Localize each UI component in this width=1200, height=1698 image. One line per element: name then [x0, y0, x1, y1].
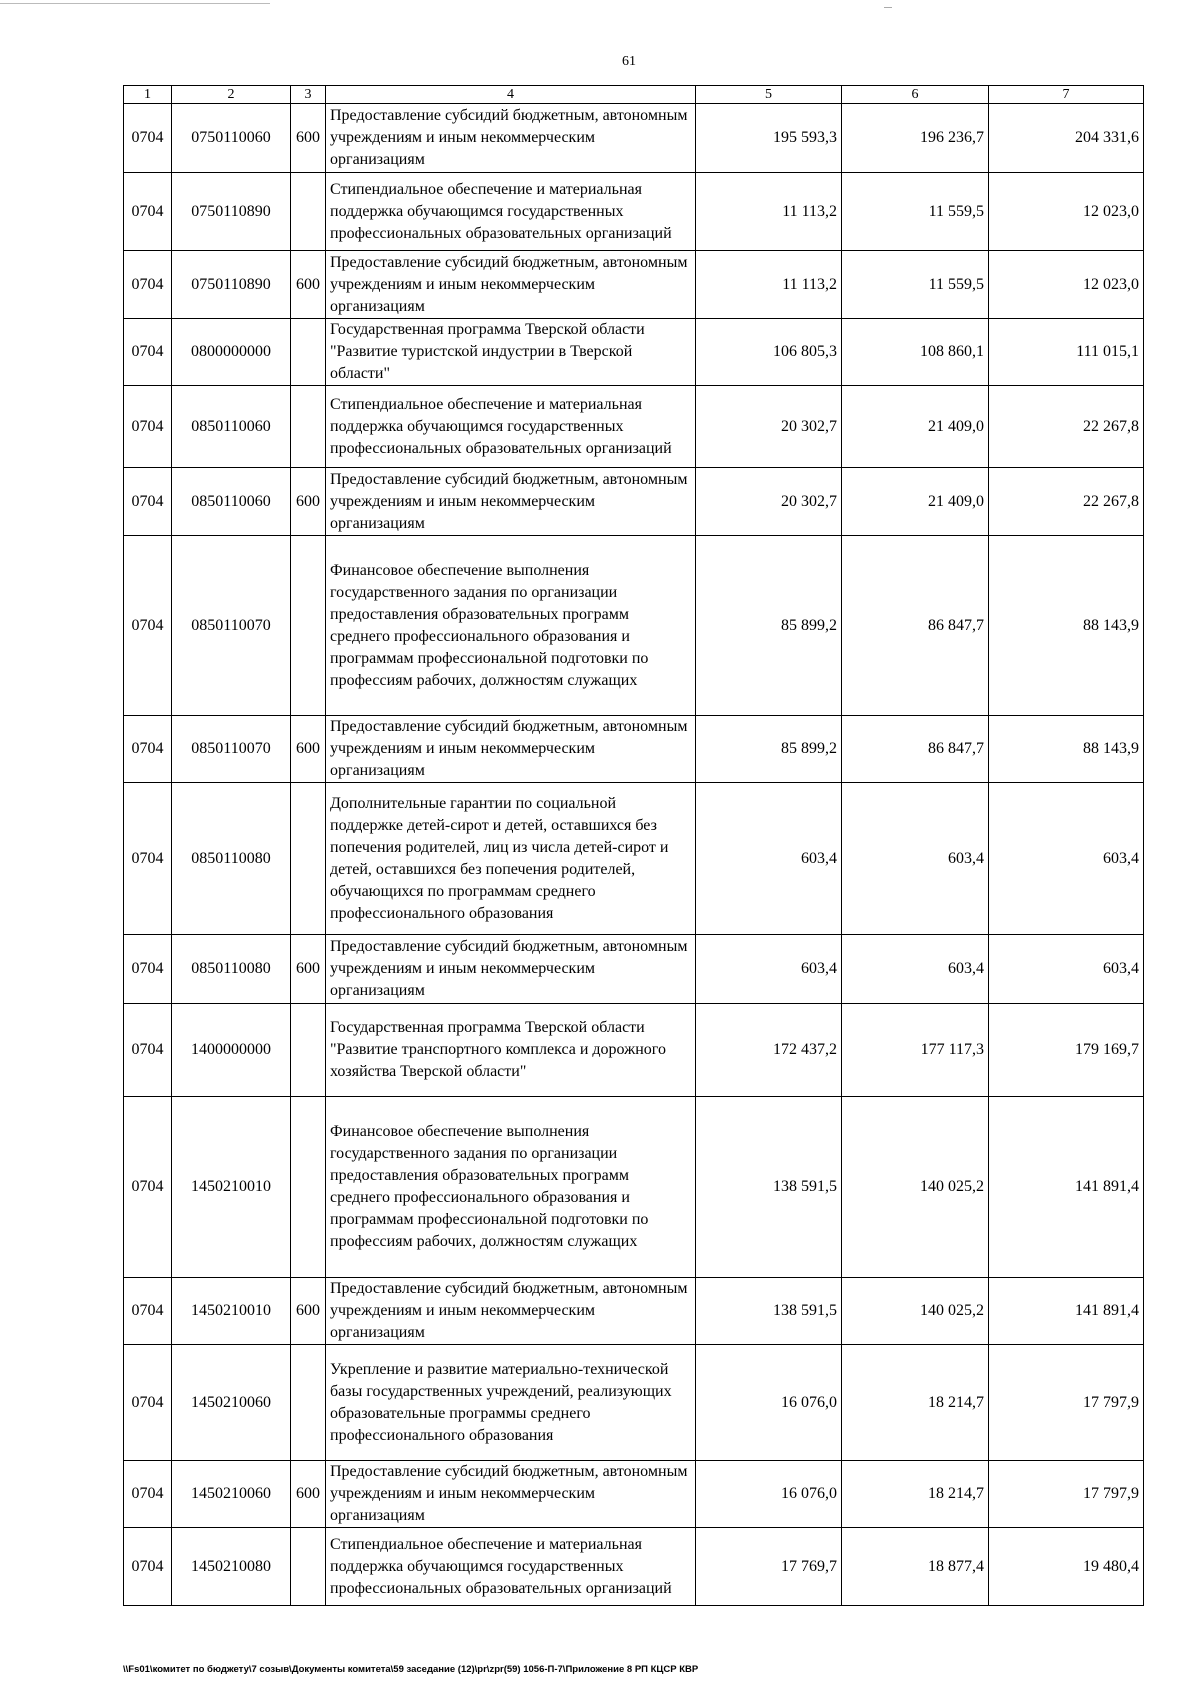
page-number: 61	[622, 54, 636, 69]
cell-amount-year3: 141 891,4	[989, 1278, 1144, 1345]
cell-amount-year2: 140 025,2	[842, 1278, 989, 1345]
cell-amount-year2: 11 559,5	[842, 251, 989, 319]
cell-name: Государственная программа Тверской области "Развитие туристской индустрии в Тверской области"	[326, 319, 696, 386]
cell-name: Государственная программа Тверской области "Развитие транспортного комплекса и дорожного хозяйства Тверской области"	[326, 1004, 696, 1097]
cell-amount-year2: 21 409,0	[842, 386, 989, 468]
cell-expense-kind	[291, 1097, 326, 1278]
cell-section: 0704	[124, 468, 172, 536]
cell-name: Предоставление субсидий бюджетным, автономным учреждениям и иным некоммерческим организациям	[326, 1461, 696, 1528]
cell-target-code: 0850110070	[172, 716, 291, 783]
cell-amount-year3: 179 169,7	[989, 1004, 1144, 1097]
table-row	[124, 1345, 1144, 1461]
cell-target-code: 0850110070	[172, 536, 291, 716]
table-row	[124, 1528, 1144, 1606]
table-row	[124, 1278, 1144, 1345]
cell-amount-year2: 18 877,4	[842, 1528, 989, 1606]
cell-amount-year3: 12 023,0	[989, 173, 1144, 251]
cell-expense-kind: 600	[291, 104, 326, 173]
cell-target-code: 1400000000	[172, 1004, 291, 1097]
cell-target-code: 0850110080	[172, 783, 291, 935]
scan-artifact-dash	[884, 7, 892, 8]
cell-section: 0704	[124, 935, 172, 1004]
header-col-5: 5	[696, 86, 842, 104]
cell-amount-year1: 195 593,3	[696, 104, 842, 173]
cell-amount-year3: 111 015,1	[989, 319, 1144, 386]
cell-expense-kind: 600	[291, 716, 326, 783]
cell-target-code: 0750110890	[172, 173, 291, 251]
cell-target-code: 1450210060	[172, 1461, 291, 1528]
footer-file-path: \\Fs01\комитет по бюджету\7 созыв\Документы комитета\59 заседание (12)\pr\zpr(59) 1056-П-7\Приложение 8 РП КЦСР КВР	[123, 1664, 699, 1675]
cell-name: Финансовое обеспечение выполнения государственного задания по организации предоставления образовательных программ среднего профессионального образования и программам профессиональной подготовки по профессиям рабочих, должностям служащих	[326, 536, 696, 716]
cell-name: Стипендиальное обеспечение и материальная поддержка обучающимся государственных профессиональных образовательных организаций	[326, 1528, 696, 1606]
cell-amount-year1: 20 302,7	[696, 386, 842, 468]
table-row	[124, 319, 1144, 386]
cell-amount-year3: 88 143,9	[989, 536, 1144, 716]
table-row	[124, 251, 1144, 319]
cell-name: Предоставление субсидий бюджетным, автономным учреждениям и иным некоммерческим организациям	[326, 251, 696, 319]
cell-name: Дополнительные гарантии по социальной поддержке детей-сирот и детей, оставшихся без попечения родителей, лиц из числа детей-сирот и детей, оставшихся без попечения родителей, обучающихся по программам среднего профессионального образования	[326, 783, 696, 935]
cell-amount-year1: 11 113,2	[696, 251, 842, 319]
cell-amount-year1: 138 591,5	[696, 1097, 842, 1278]
cell-section: 0704	[124, 1528, 172, 1606]
cell-target-code: 0750110060	[172, 104, 291, 173]
table-row	[124, 536, 1144, 716]
cell-section: 0704	[124, 1345, 172, 1461]
cell-expense-kind	[291, 386, 326, 468]
cell-amount-year2: 86 847,7	[842, 716, 989, 783]
cell-amount-year3: 17 797,9	[989, 1345, 1144, 1461]
cell-expense-kind	[291, 1528, 326, 1606]
cell-amount-year1: 11 113,2	[696, 173, 842, 251]
cell-section: 0704	[124, 1097, 172, 1278]
cell-amount-year2: 177 117,3	[842, 1004, 989, 1097]
cell-expense-kind	[291, 536, 326, 716]
cell-amount-year1: 106 805,3	[696, 319, 842, 386]
budget-table	[123, 85, 1144, 1606]
cell-amount-year2: 603,4	[842, 935, 989, 1004]
cell-amount-year1: 17 769,7	[696, 1528, 842, 1606]
cell-name: Стипендиальное обеспечение и материальная поддержка обучающимся государственных профессиональных образовательных организаций	[326, 386, 696, 468]
cell-section: 0704	[124, 251, 172, 319]
header-col-2: 2	[172, 86, 291, 104]
cell-amount-year3: 22 267,8	[989, 468, 1144, 536]
cell-name: Предоставление субсидий бюджетным, автономным учреждениям и иным некоммерческим организациям	[326, 935, 696, 1004]
cell-name: Финансовое обеспечение выполнения государственного задания по организации предоставления образовательных программ среднего профессионального образования и программам профессиональной подготовки по профессиям рабочих, должностям служащих	[326, 1097, 696, 1278]
cell-target-code: 0850110060	[172, 386, 291, 468]
cell-expense-kind	[291, 1345, 326, 1461]
cell-expense-kind	[291, 319, 326, 386]
cell-section: 0704	[124, 716, 172, 783]
cell-amount-year2: 108 860,1	[842, 319, 989, 386]
table-row	[124, 173, 1144, 251]
cell-amount-year1: 20 302,7	[696, 468, 842, 536]
cell-target-code: 0850110080	[172, 935, 291, 1004]
cell-amount-year3: 17 797,9	[989, 1461, 1144, 1528]
cell-name: Стипендиальное обеспечение и материальная поддержка обучающимся государственных профессиональных образовательных организаций	[326, 173, 696, 251]
cell-amount-year2: 603,4	[842, 783, 989, 935]
table-row	[124, 1461, 1144, 1528]
table-row	[124, 386, 1144, 468]
cell-amount-year3: 603,4	[989, 783, 1144, 935]
cell-target-code: 1450210010	[172, 1278, 291, 1345]
cell-expense-kind: 600	[291, 1461, 326, 1528]
header-row	[124, 86, 1144, 104]
cell-target-code: 1450210010	[172, 1097, 291, 1278]
cell-section: 0704	[124, 783, 172, 935]
table-row	[124, 1004, 1144, 1097]
cell-name: Предоставление субсидий бюджетным, автономным учреждениям и иным некоммерческим организациям	[326, 716, 696, 783]
cell-amount-year3: 12 023,0	[989, 251, 1144, 319]
table-row	[124, 716, 1144, 783]
cell-amount-year1: 138 591,5	[696, 1278, 842, 1345]
cell-section: 0704	[124, 104, 172, 173]
cell-section: 0704	[124, 1004, 172, 1097]
header-col-4: 4	[326, 86, 696, 104]
cell-amount-year3: 22 267,8	[989, 386, 1144, 468]
cell-target-code: 1450210080	[172, 1528, 291, 1606]
cell-amount-year3: 204 331,6	[989, 104, 1144, 173]
cell-amount-year1: 603,4	[696, 783, 842, 935]
cell-section: 0704	[124, 386, 172, 468]
cell-amount-year1: 172 437,2	[696, 1004, 842, 1097]
cell-amount-year2: 21 409,0	[842, 468, 989, 536]
cell-section: 0704	[124, 1278, 172, 1345]
cell-target-code: 0750110890	[172, 251, 291, 319]
cell-expense-kind: 600	[291, 935, 326, 1004]
cell-amount-year2: 86 847,7	[842, 536, 989, 716]
cell-target-code: 0800000000	[172, 319, 291, 386]
cell-section: 0704	[124, 1461, 172, 1528]
cell-section: 0704	[124, 536, 172, 716]
cell-expense-kind: 600	[291, 468, 326, 536]
scan-artifact-line	[0, 3, 270, 4]
table-row	[124, 468, 1144, 536]
cell-expense-kind: 600	[291, 251, 326, 319]
table-row	[124, 104, 1144, 173]
cell-amount-year3: 141 891,4	[989, 1097, 1144, 1278]
cell-amount-year1: 85 899,2	[696, 716, 842, 783]
cell-name: Укрепление и развитие материально-технической базы государственных учреждений, реализующих образовательные программы среднего профессионального образования	[326, 1345, 696, 1461]
table-row	[124, 1097, 1144, 1278]
cell-amount-year1: 16 076,0	[696, 1461, 842, 1528]
cell-section: 0704	[124, 173, 172, 251]
cell-amount-year2: 196 236,7	[842, 104, 989, 173]
header-col-7: 7	[989, 86, 1144, 104]
header-col-1: 1	[124, 86, 172, 104]
cell-amount-year2: 140 025,2	[842, 1097, 989, 1278]
header-col-6: 6	[842, 86, 989, 104]
cell-amount-year2: 18 214,7	[842, 1461, 989, 1528]
cell-amount-year3: 603,4	[989, 935, 1144, 1004]
cell-expense-kind	[291, 173, 326, 251]
cell-expense-kind	[291, 783, 326, 935]
cell-name: Предоставление субсидий бюджетным, автономным учреждениям и иным некоммерческим организациям	[326, 1278, 696, 1345]
cell-name: Предоставление субсидий бюджетным, автономным учреждениям и иным некоммерческим организациям	[326, 104, 696, 173]
cell-section: 0704	[124, 319, 172, 386]
cell-amount-year3: 19 480,4	[989, 1528, 1144, 1606]
cell-expense-kind: 600	[291, 1278, 326, 1345]
cell-expense-kind	[291, 1004, 326, 1097]
cell-amount-year2: 11 559,5	[842, 173, 989, 251]
cell-amount-year3: 88 143,9	[989, 716, 1144, 783]
header-col-3: 3	[291, 86, 326, 104]
cell-amount-year1: 603,4	[696, 935, 842, 1004]
cell-target-code: 0850110060	[172, 468, 291, 536]
cell-target-code: 1450210060	[172, 1345, 291, 1461]
table-row	[124, 935, 1144, 1004]
cell-amount-year2: 18 214,7	[842, 1345, 989, 1461]
cell-name: Предоставление субсидий бюджетным, автономным учреждениям и иным некоммерческим организациям	[326, 468, 696, 536]
table-row	[124, 783, 1144, 935]
cell-amount-year1: 16 076,0	[696, 1345, 842, 1461]
cell-amount-year1: 85 899,2	[696, 536, 842, 716]
